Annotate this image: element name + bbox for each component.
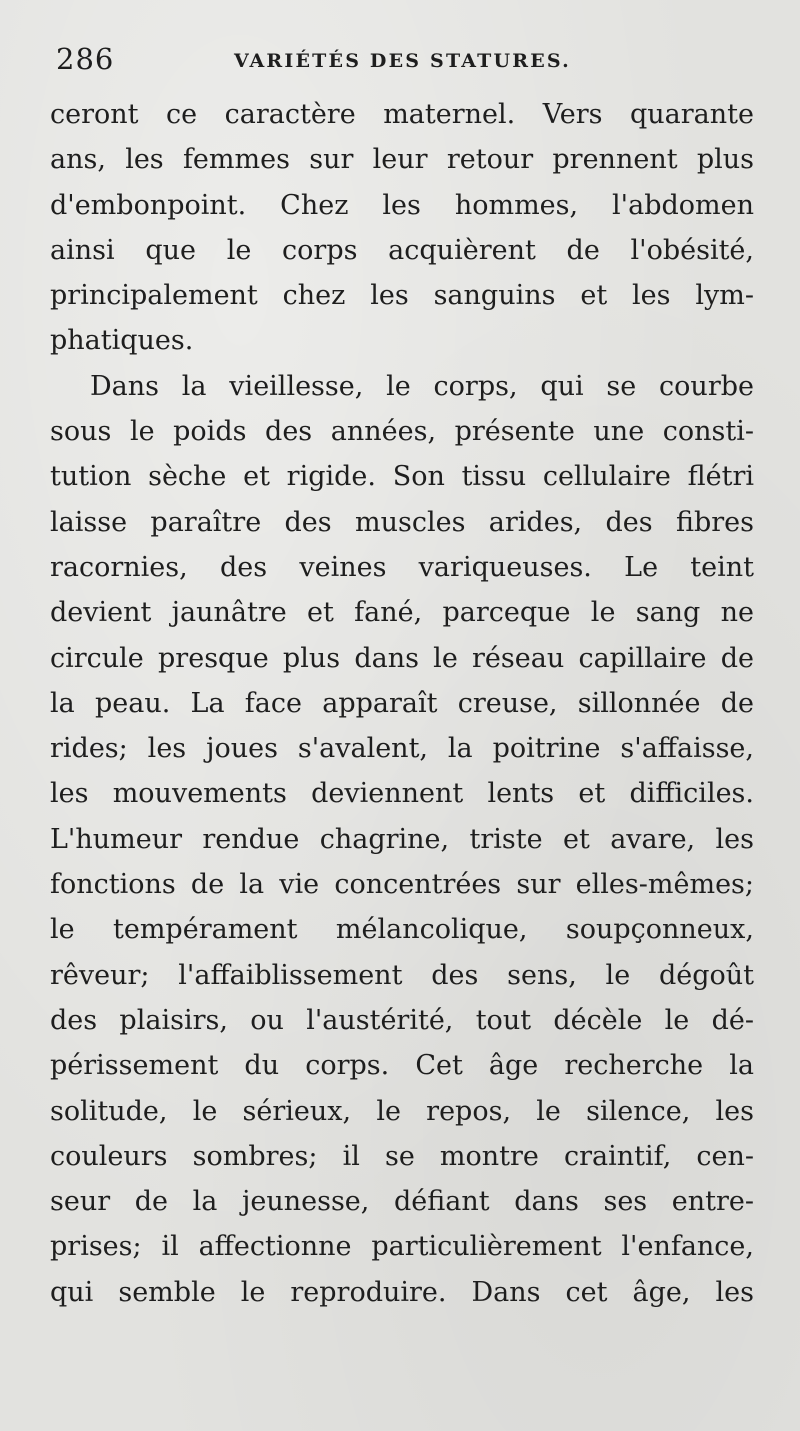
text-line: fonctions de la vie concentrées sur elles-mêmes; [50, 869, 754, 901]
text-line: prises; il affectionne particulièrement l'enfance, [50, 1231, 754, 1263]
text-line: rides; les joues s'avalent, la poitrine s'affaisse, [50, 733, 754, 765]
running-head: VARIÉTÉS DES STATURES. [234, 50, 571, 72]
text-line: le tempérament mélancolique, soupçonneux, [50, 914, 754, 946]
text-line: les mouvements deviennent lents et difficiles. [50, 778, 754, 810]
body-text [50, 92, 754, 1315]
text-line: ainsi que le corps acquièrent de l'obésité, [50, 234, 754, 266]
text-line: tution sèche et rigide. Son tissu cellulaire flétri [50, 461, 754, 493]
text-line: qui semble le reproduire. Dans cet âge, les [50, 1276, 754, 1308]
text-line: racornies, des veines variqueuses. Le teint [50, 551, 754, 583]
text-line: couleurs sombres; il se montre craintif, cen- [50, 1140, 754, 1172]
page-number: 286 [56, 42, 115, 76]
text-line: des plaisirs, ou l'austérité, tout décèle le dé- [50, 1004, 754, 1036]
text-line: seur de la jeunesse, défiant dans ses entre- [50, 1186, 754, 1218]
text-line: périssement du corps. Cet âge recherche la [50, 1050, 754, 1082]
text-line: la peau. La face apparaît creuse, sillonnée de [50, 687, 754, 719]
text-line: sous le poids des années, présente une consti- [50, 416, 754, 448]
text-line: ceront ce caractère maternel. Vers quarante [50, 99, 754, 130]
text-line: principalement chez les sanguins et les lym- [50, 280, 754, 312]
text-line: circule presque plus dans le réseau capillaire de [50, 642, 754, 674]
text-line: d'embonpoint. Chez les hommes, l'abdomen [50, 189, 754, 221]
text-line: laisse paraître des muscles arides, des fibres [50, 506, 754, 538]
text-line: phatiques. [50, 325, 194, 357]
text-line: ans, les femmes sur leur retour prennent plus [50, 144, 754, 176]
text-line: devient jaunâtre et fané, parceque le sang ne [50, 597, 754, 629]
text-line: L'humeur rendue chagrine, triste et avare, les [50, 823, 754, 855]
text-line: solitude, le sérieux, le repos, le silence, les [50, 1095, 754, 1127]
text-line: Dans la vieillesse, le corps, qui se courbe [90, 370, 754, 402]
page-header [56, 42, 756, 82]
text-line: rêveur; l'affaiblissement des sens, le dégoût [50, 959, 754, 991]
